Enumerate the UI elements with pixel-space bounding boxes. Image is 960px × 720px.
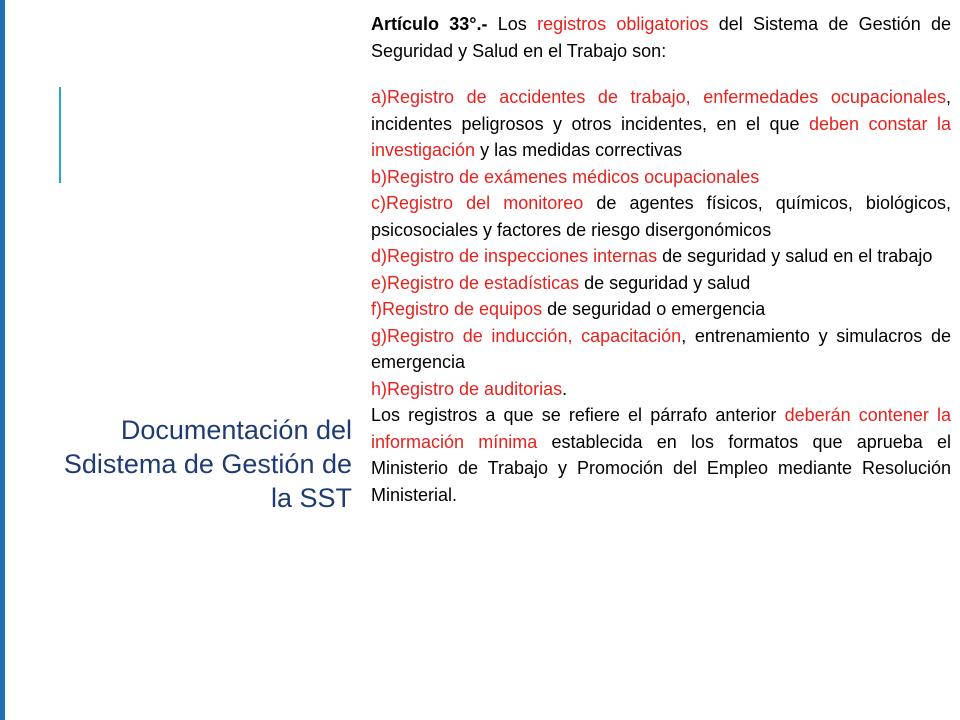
item-a-text: , incidentes peligrosos y otros incidentes, en el que: [371, 87, 951, 134]
item-g-highlight: g)Registro de inducción, capacitación: [371, 325, 682, 346]
item-e: [371, 270, 951, 297]
item-a: [371, 84, 951, 164]
closing-paragraph: [371, 402, 951, 508]
side-title-line-2: Sdistema de Gestión de: [63, 449, 352, 479]
article-heading: Artículo 33°.-: [371, 14, 488, 34]
item-c: [371, 190, 951, 243]
item-c-highlight: c)Registro del monitoreo: [371, 193, 584, 213]
side-title-line-1: Documentación del: [120, 415, 352, 445]
item-h-highlight: h)Registro de auditorias: [371, 378, 563, 399]
item-b-highlight: b)Registro de exámenes médicos ocupacionales: [371, 166, 760, 187]
item-d-text: de seguridad y salud en el trabajo: [657, 246, 933, 266]
paragraph-gap: [371, 64, 951, 84]
closing-text-c: establecida en los formatos que aprueba el Ministerio de Trabajo y Promoción del Empleo mediante Resolución Ministerial.: [371, 431, 951, 505]
item-g: [371, 323, 951, 376]
item-h-text: .: [562, 378, 568, 399]
closing-text-a: Los registros a que se refiere el párrafo anterior: [371, 405, 785, 425]
item-f-highlight: f)Registro de equipos: [371, 299, 543, 319]
article-body: [371, 11, 951, 508]
item-a-highlight-2: deben constar la investigación: [371, 113, 951, 160]
item-d: [371, 243, 951, 270]
item-a-text-2: y las medidas correctivas: [475, 140, 683, 160]
item-e-highlight: e)Registro de estadísticas: [371, 272, 580, 293]
item-e-text: de seguridad y salud: [579, 272, 751, 293]
closing-highlight: deberán contener la información mínima: [371, 405, 952, 452]
intro-text-c: del Sistema de Gestión de Seguridad y Salud en el Trabajo son:: [371, 14, 952, 61]
intro-highlight: registros obligatorios: [537, 14, 709, 34]
item-g-text: , entrenamiento y simulacros de emergencia: [371, 325, 951, 372]
side-title-line-3: la SST: [270, 483, 352, 513]
intro-text-a: Los: [487, 14, 538, 34]
item-f-text: de seguridad o emergencia: [542, 299, 766, 319]
item-a-highlight: a)Registro de accidentes de trabajo, enfermedades ocupacionales: [371, 87, 946, 107]
item-c-text: de agentes físicos, químicos, biológicos, psicosociales y factores de riesgo disergonómicos: [371, 193, 951, 240]
side-title: [0, 413, 352, 515]
item-b: [371, 164, 951, 191]
item-d-highlight: d)Registro de inspecciones internas: [371, 246, 658, 266]
article-intro: [371, 11, 951, 64]
item-h: [371, 376, 951, 403]
left-edge-bar: [0, 0, 5, 720]
item-f: [371, 296, 951, 323]
accent-line: [59, 87, 61, 183]
